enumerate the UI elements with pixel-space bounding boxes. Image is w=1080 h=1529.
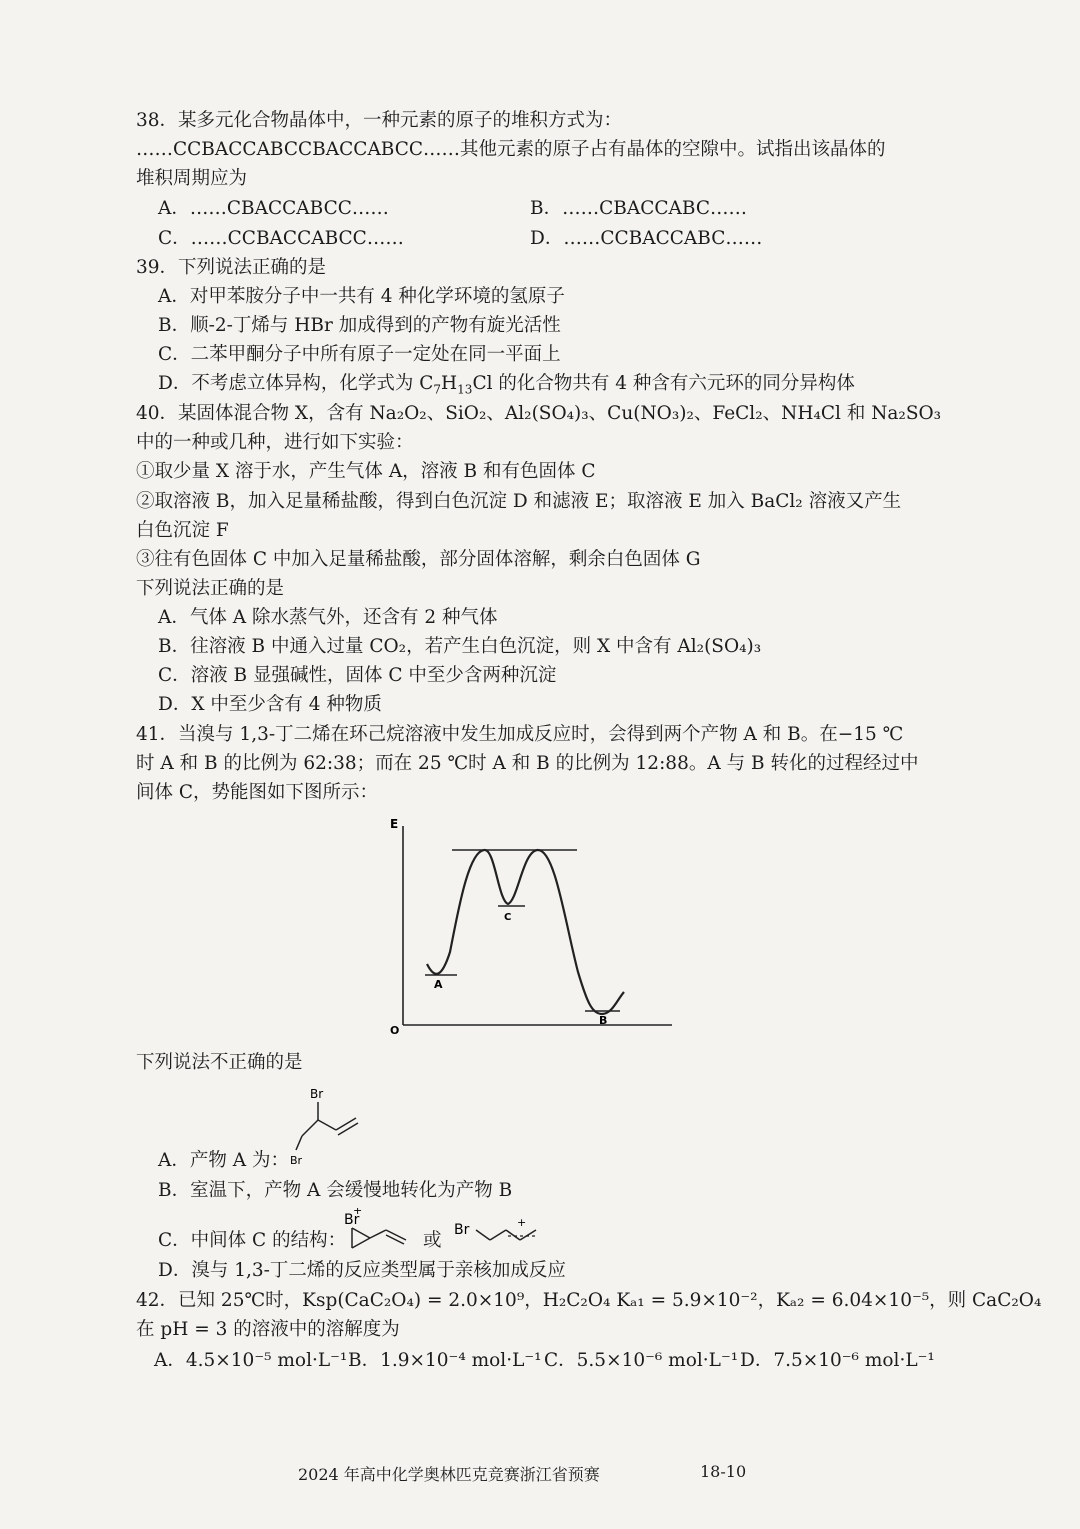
- q39-d-sub2: 13: [457, 382, 473, 397]
- bond-double-2: [338, 1123, 358, 1135]
- energy-curve: [427, 850, 624, 1014]
- q42-stem-line2: 在 pH = 3 的溶液中的溶解度为: [136, 1319, 400, 1340]
- q42-option-a: A．4.5×10⁻⁵ mol·L⁻¹: [154, 1350, 348, 1371]
- bromonium-br: Br: [344, 1212, 360, 1228]
- q41-option-b: B．室温下，产物 A 会缓慢地转化为产物 B: [158, 1180, 513, 1201]
- q41-stem-line3: 间体 C，势能图如下图所示：: [136, 782, 379, 803]
- q40-question: 下列说法正确的是: [136, 578, 285, 599]
- vinyl-double-2: [386, 1235, 404, 1244]
- energy-profile-diagram: [380, 812, 700, 1042]
- intermediate-allyl-cation-structure: [452, 1214, 542, 1254]
- point-c-label: C: [504, 912, 512, 923]
- q39-d-text-mid: H: [441, 373, 458, 394]
- q39-d-text-pre: D．不考虑立体异构，化学式为 C: [158, 373, 434, 394]
- q40-step2-line1: ②取溶液 B，加入足量稀盐酸，得到白色沉淀 D 和滤液 E；取溶液 E 加入 BaCl₂ 溶液又产生: [136, 491, 902, 512]
- q39-option-a: A．对甲苯胺分子中一共有 4 种化学环境的氢原子: [158, 286, 565, 307]
- q40-step3: ③往有色固体 C 中加入足量稀盐酸，部分固体溶解，剩余白色固体 G: [136, 549, 701, 570]
- q40-option-d: D．X 中至少含有 4 种物质: [158, 694, 382, 715]
- ring-bond-3: [352, 1238, 370, 1248]
- origin-label: O: [390, 1024, 400, 1037]
- point-b-label: B: [599, 1014, 608, 1027]
- q38-stem-line1: 38．某多元化合物晶体中，一种元素的原子的堆积方式为：: [136, 110, 623, 131]
- point-a-label: A: [434, 978, 443, 991]
- q40-step2-line2: 白色沉淀 F: [136, 520, 229, 541]
- footer-page-number: 18-10: [700, 1462, 747, 1481]
- q40-option-a: A．气体 A 除水蒸气外，还含有 2 种气体: [158, 607, 498, 628]
- allyl-bond-4: [520, 1230, 536, 1240]
- q41-question: 下列说法不正确的是: [136, 1052, 303, 1073]
- q40-stem-line1: 40．某固体混合物 X，含有 Na₂O₂、SiO₂、Al₂(SO₄)₃、Cu(NO₃)₂、FeCl₂、NH₄Cl 和 Na₂SO₃: [136, 403, 942, 424]
- allyl-bond-3: [506, 1230, 520, 1240]
- bromonium-charge: +: [353, 1208, 363, 1217]
- q38-option-a: A．……CBACCABCC……: [158, 198, 389, 219]
- allyl-bond-2: [490, 1230, 506, 1240]
- q41-stem-line1: 41．当溴与 1,3-丁二烯在环己烷溶液中发生加成反应时，会得到两个产物 A 和 B。在−15 ℃: [136, 724, 904, 745]
- q39-option-b: B．顺-2-丁烯与 HBr 加成得到的产物有旋光活性: [158, 315, 561, 336]
- vinyl-double-1: [386, 1230, 406, 1240]
- q39-option-c: C．二苯甲酮分子中所有原子一定处在同一平面上: [158, 344, 561, 365]
- q38-stem-line3: 堆积周期应为: [136, 168, 248, 189]
- q39-d-sub1: 7: [433, 382, 442, 397]
- q40-stem-compounds: Na₂O₂、SiO₂、Al₂(SO₄)₃、Cu(NO₃)₂、FeCl₂、NH₄Cl 和 Na₂SO₃: [369, 403, 942, 424]
- allyl-charge: +: [517, 1216, 527, 1229]
- q40-stem-line2: 中的一种或几种，进行如下实验：: [136, 432, 414, 453]
- intermediate-bromonium-structure: [340, 1208, 415, 1256]
- allyl-bond-1: [476, 1230, 490, 1240]
- bond-ch2: [296, 1136, 302, 1150]
- ring-bond-2: [352, 1228, 370, 1238]
- product-a-structure: [280, 1084, 370, 1166]
- q42-option-b: B．1.9×10⁻⁴ mol·L⁻¹: [348, 1350, 542, 1371]
- q38-stem-line2: ……CCBACCABCCBACCABCC……其他元素的原子占有晶体的空隙中。试指出该晶体的: [136, 139, 886, 160]
- q41-stem-line2: 时 A 和 B 的比例为 62:38；而在 25 ℃时 A 和 B 的比例为 12:88。A 与 B 转化的过程经过中: [136, 753, 919, 774]
- q39-option-d: [158, 371, 855, 403]
- q42-option-c: C．5.5×10⁻⁶ mol·L⁻¹: [544, 1350, 739, 1371]
- q42-option-d: D．7.5×10⁻⁶ mol·L⁻¹: [740, 1350, 935, 1371]
- footer-title: 2024 年高中化学奥林匹克竞赛浙江省预赛: [298, 1465, 600, 1484]
- y-axis-label: E: [390, 817, 399, 831]
- q41-option-c: C．中间体 C 的结构：: [158, 1230, 347, 1251]
- q39-d-text-post: Cl 的化合物共有 4 种含有六元环的同分异构体: [472, 373, 855, 394]
- q38-option-b: B．……CBACCABC……: [530, 198, 747, 219]
- q39-stem: 39．下列说法正确的是: [136, 257, 327, 278]
- bromine-label-bottom: Br: [290, 1154, 303, 1166]
- bromine-label-top: Br: [310, 1087, 324, 1101]
- q41-option-a: A．产物 A 为：: [158, 1150, 289, 1171]
- q38-option-d: D．……CCBACCABC……: [530, 228, 763, 249]
- q42-stem-line1: 42．已知 25℃时，Ksp(CaC₂O₄) = 2.0×10⁹，H₂C₂O₄ Kₐ₁ = 5.9×10⁻²，Kₐ₂ = 6.04×10⁻⁵，则 CaC₂O₄: [136, 1290, 1042, 1311]
- vinyl-bond: [370, 1230, 386, 1238]
- bond-double-1: [336, 1118, 356, 1130]
- bond-vinyl: [318, 1120, 336, 1130]
- bond-chain: [302, 1120, 318, 1136]
- q38-option-c: C．……CCBACCABCC……: [158, 228, 404, 249]
- q40-option-c: C．溶液 B 显强碱性，固体 C 中至少含两种沉淀: [158, 665, 557, 686]
- q41-option-d: D．溴与 1,3-丁二烯的反应类型属于亲核加成反应: [158, 1260, 566, 1281]
- q40-step1: ①取少量 X 溶于水，产生气体 A，溶液 B 和有色固体 C: [136, 461, 596, 482]
- allyl-br: Br: [454, 1222, 470, 1238]
- q40-option-b: B．往溶液 B 中通入过量 CO₂，若产生白色沉淀，则 X 中含有 Al₂(SO₄)₃: [158, 636, 762, 657]
- q41-option-c-or: 或: [423, 1230, 442, 1251]
